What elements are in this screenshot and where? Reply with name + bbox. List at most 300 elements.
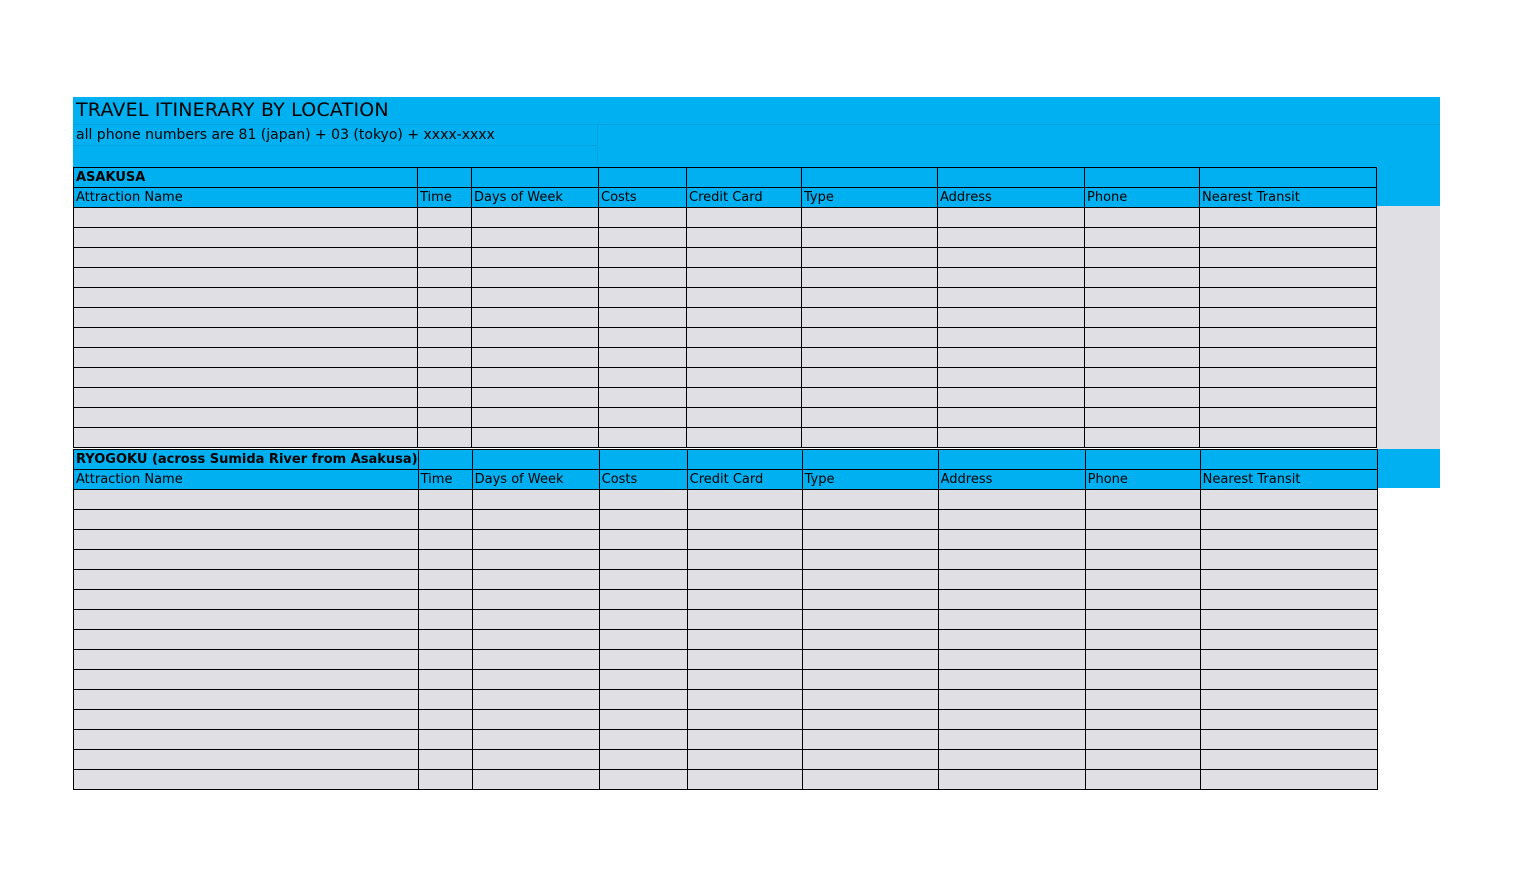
table-cell[interactable] [472, 490, 599, 510]
table-cell[interactable] [599, 288, 687, 308]
table-cell[interactable] [938, 208, 1085, 228]
column-header[interactable]: Attraction Name [74, 188, 418, 208]
table-cell[interactable] [472, 590, 599, 610]
table-cell[interactable] [74, 630, 419, 650]
table-cell[interactable] [418, 368, 472, 388]
table-cell[interactable] [472, 248, 599, 268]
table-cell[interactable] [599, 510, 687, 530]
table-cell[interactable] [938, 408, 1085, 428]
table-cell[interactable] [1200, 770, 1377, 790]
table-cell[interactable] [1085, 570, 1200, 590]
column-header[interactable]: Address [938, 470, 1085, 490]
table-cell[interactable] [472, 730, 599, 750]
table-cell[interactable] [74, 690, 419, 710]
table-cell[interactable] [938, 288, 1085, 308]
table-cell[interactable] [599, 268, 687, 288]
table-cell[interactable] [1200, 550, 1377, 570]
table-cell[interactable] [599, 630, 687, 650]
table-cell[interactable] [472, 288, 599, 308]
table-cell[interactable] [74, 228, 418, 248]
column-header[interactable]: Credit Card [687, 470, 802, 490]
table-cell[interactable] [938, 530, 1085, 550]
table-cell[interactable] [472, 408, 599, 428]
table-cell[interactable] [938, 690, 1085, 710]
table-cell[interactable] [687, 610, 802, 630]
table-cell[interactable] [418, 550, 472, 570]
table-cell[interactable] [418, 228, 472, 248]
table-cell[interactable] [1200, 208, 1377, 228]
phone-note: all phone numbers are 81 (japan) + 03 (tokyo) + xxxx-xxxx [76, 127, 495, 143]
table-cell[interactable] [938, 750, 1085, 770]
table-cell[interactable] [687, 308, 802, 328]
table-cell[interactable] [1085, 208, 1200, 228]
table-cell[interactable] [687, 590, 802, 610]
table-cell[interactable] [1200, 490, 1377, 510]
table-cell[interactable] [687, 288, 802, 308]
table-cell[interactable] [1200, 308, 1377, 328]
table-cell[interactable] [472, 690, 599, 710]
table-cell[interactable] [599, 670, 687, 690]
table-cell[interactable] [472, 428, 599, 448]
table-cell[interactable] [687, 388, 802, 408]
table-cell[interactable] [687, 710, 802, 730]
table-cell[interactable] [802, 670, 938, 690]
table-cell[interactable] [418, 388, 472, 408]
table-cell[interactable] [1085, 288, 1200, 308]
table-cell[interactable] [599, 590, 687, 610]
table-cell[interactable] [418, 248, 472, 268]
table-cell[interactable] [802, 368, 938, 388]
table-cell[interactable] [74, 328, 418, 348]
table-cell[interactable] [802, 630, 938, 650]
table-cell[interactable] [1200, 388, 1377, 408]
table-cell[interactable] [599, 208, 687, 228]
column-header[interactable]: Days of Week [472, 188, 599, 208]
section-title[interactable]: ASAKUSA [74, 168, 418, 188]
column-header[interactable]: Phone [1085, 470, 1200, 490]
table-cell[interactable] [74, 650, 419, 670]
table-cell[interactable] [1085, 670, 1200, 690]
table-cell[interactable] [418, 610, 472, 630]
section-title-cell[interactable] [599, 450, 687, 470]
table-cell[interactable] [1085, 408, 1200, 428]
section-title-cell[interactable] [418, 168, 472, 188]
column-header[interactable]: Address [938, 188, 1085, 208]
table-cell[interactable] [687, 348, 802, 368]
table-cell[interactable] [599, 348, 687, 368]
table-row [74, 388, 1377, 408]
table-cell[interactable] [599, 570, 687, 590]
column-header[interactable]: Attraction Name [74, 470, 419, 490]
table-cell[interactable] [74, 248, 418, 268]
table-cell[interactable] [687, 770, 802, 790]
table-cell[interactable] [418, 208, 472, 228]
table-cell[interactable] [1085, 348, 1200, 368]
table-cell[interactable] [472, 510, 599, 530]
table-cell[interactable] [802, 530, 938, 550]
table-cell[interactable] [74, 208, 418, 228]
table-cell[interactable] [472, 630, 599, 650]
table-cell[interactable] [1200, 288, 1377, 308]
table-cell[interactable] [74, 510, 419, 530]
table-cell[interactable] [802, 388, 938, 408]
table-cell[interactable] [687, 490, 802, 510]
table-cell[interactable] [599, 428, 687, 448]
table-cell[interactable] [418, 408, 472, 428]
table-row [74, 288, 1377, 308]
table-cell[interactable] [938, 590, 1085, 610]
table-cell[interactable] [418, 630, 472, 650]
table-cell[interactable] [599, 368, 687, 388]
column-header[interactable]: Time [418, 188, 472, 208]
table-cell[interactable] [687, 510, 802, 530]
table-cell[interactable] [74, 288, 418, 308]
table-cell[interactable] [418, 308, 472, 328]
table-cell[interactable] [938, 348, 1085, 368]
table-row [74, 750, 1378, 770]
itinerary-table-asakusa [73, 167, 1377, 448]
column-header[interactable]: Nearest Transit [1200, 470, 1377, 490]
table-cell[interactable] [472, 308, 599, 328]
table-cell[interactable] [418, 670, 472, 690]
table-cell[interactable] [599, 490, 687, 510]
table-cell[interactable] [418, 348, 472, 368]
table-cell[interactable] [74, 268, 418, 288]
table-cell[interactable] [74, 428, 418, 448]
table-cell[interactable] [418, 288, 472, 308]
table-cell[interactable] [472, 610, 599, 630]
table-cell[interactable] [418, 428, 472, 448]
table-cell[interactable] [687, 750, 802, 770]
table-row [74, 650, 1378, 670]
table-cell[interactable] [472, 208, 599, 228]
table-cell[interactable] [802, 750, 938, 770]
table-cell[interactable] [687, 650, 802, 670]
section-title-cell[interactable] [687, 450, 802, 470]
table-cell[interactable] [1200, 690, 1377, 710]
table-cell[interactable] [472, 550, 599, 570]
table-cell[interactable] [1200, 750, 1377, 770]
section-title-cell[interactable] [938, 450, 1085, 470]
table-cell[interactable] [74, 550, 419, 570]
table-cell[interactable] [687, 248, 802, 268]
table-cell[interactable] [687, 228, 802, 248]
table-cell[interactable] [938, 428, 1085, 448]
table-cell[interactable] [1200, 650, 1377, 670]
table-row [74, 408, 1377, 428]
table-cell[interactable] [938, 490, 1085, 510]
table-cell[interactable] [1200, 610, 1377, 630]
table-cell[interactable] [802, 308, 938, 328]
table-cell[interactable] [1085, 228, 1200, 248]
table-cell[interactable] [418, 490, 472, 510]
cell-gridline [597, 124, 598, 167]
table-cell[interactable] [938, 510, 1085, 530]
table-cell[interactable] [802, 428, 938, 448]
table-cell[interactable] [1085, 388, 1200, 408]
table-cell[interactable] [1200, 228, 1377, 248]
table-cell[interactable] [687, 530, 802, 550]
table-cell[interactable] [687, 550, 802, 570]
section-title-cell[interactable] [418, 450, 472, 470]
table-row [74, 670, 1378, 690]
table-cell[interactable] [1085, 770, 1200, 790]
table-cell[interactable] [938, 630, 1085, 650]
section-title-cell[interactable] [599, 168, 687, 188]
table-cell[interactable] [472, 570, 599, 590]
table-cell[interactable] [599, 408, 687, 428]
table-cell[interactable] [1200, 570, 1377, 590]
table-cell[interactable] [472, 348, 599, 368]
side-fill-grey [1376, 206, 1440, 449]
table-cell[interactable] [599, 328, 687, 348]
table-cell[interactable] [1200, 328, 1377, 348]
table-cell[interactable] [74, 670, 419, 690]
table-row [74, 490, 1378, 510]
table-cell[interactable] [599, 690, 687, 710]
table-cell[interactable] [74, 750, 419, 770]
table-cell[interactable] [599, 248, 687, 268]
table-cell[interactable] [687, 268, 802, 288]
table-cell[interactable] [1085, 428, 1200, 448]
table-cell[interactable] [802, 328, 938, 348]
table-cell[interactable] [1085, 590, 1200, 610]
table-cell[interactable] [74, 490, 419, 510]
table-row [74, 590, 1378, 610]
table-cell[interactable] [1085, 750, 1200, 770]
table-cell[interactable] [74, 730, 419, 750]
table-cell[interactable] [418, 770, 472, 790]
column-header[interactable]: Nearest Transit [1200, 188, 1377, 208]
table-cell[interactable] [687, 408, 802, 428]
table-cell[interactable] [1200, 730, 1377, 750]
table-cell[interactable] [1085, 368, 1200, 388]
column-header[interactable]: Days of Week [472, 470, 599, 490]
table-cell[interactable] [1085, 530, 1200, 550]
table-cell[interactable] [599, 730, 687, 750]
table-cell[interactable] [938, 770, 1085, 790]
table-cell[interactable] [74, 388, 418, 408]
table-cell[interactable] [1200, 348, 1377, 368]
table-cell[interactable] [938, 710, 1085, 730]
table-cell[interactable] [418, 510, 472, 530]
table-cell[interactable] [938, 328, 1085, 348]
table-cell[interactable] [599, 610, 687, 630]
table-cell[interactable] [599, 650, 687, 670]
table-cell[interactable] [802, 288, 938, 308]
table-cell[interactable] [472, 388, 599, 408]
table-cell[interactable] [74, 710, 419, 730]
table-cell[interactable] [938, 730, 1085, 750]
section-title-cell[interactable] [1200, 168, 1377, 188]
section-title-cell[interactable] [1085, 450, 1200, 470]
table-cell[interactable] [1200, 268, 1377, 288]
table-cell[interactable] [938, 308, 1085, 328]
table-cell[interactable] [1200, 248, 1377, 268]
column-header[interactable]: Credit Card [687, 188, 802, 208]
section-title-cell[interactable] [802, 450, 938, 470]
table-cell[interactable] [472, 328, 599, 348]
table-cell[interactable] [472, 770, 599, 790]
table-cell[interactable] [802, 248, 938, 268]
table-cell[interactable] [802, 228, 938, 248]
column-header[interactable]: Time [418, 470, 472, 490]
table-cell[interactable] [938, 610, 1085, 630]
table-cell[interactable] [599, 228, 687, 248]
table-cell[interactable] [418, 570, 472, 590]
table-cell[interactable] [472, 650, 599, 670]
section-title-cell[interactable] [1085, 168, 1200, 188]
table-row [74, 510, 1378, 530]
table-cell[interactable] [1085, 550, 1200, 570]
table-cell[interactable] [802, 408, 938, 428]
table-cell[interactable] [418, 268, 472, 288]
table-row [74, 630, 1378, 650]
table-cell[interactable] [802, 710, 938, 730]
table-cell[interactable] [802, 590, 938, 610]
table-cell[interactable] [599, 750, 687, 770]
table-cell[interactable] [472, 268, 599, 288]
table-cell[interactable] [938, 388, 1085, 408]
table-cell[interactable] [472, 750, 599, 770]
table-cell[interactable] [1200, 428, 1377, 448]
table-cell[interactable] [418, 590, 472, 610]
table-row [74, 348, 1377, 368]
table-cell[interactable] [1200, 710, 1377, 730]
section-title-cell[interactable] [687, 168, 802, 188]
table-cell[interactable] [74, 408, 418, 428]
section-title-cell[interactable] [938, 168, 1085, 188]
table-cell[interactable] [687, 690, 802, 710]
table-cell[interactable] [418, 650, 472, 670]
table-cell[interactable] [1085, 248, 1200, 268]
table-cell[interactable] [938, 670, 1085, 690]
column-header[interactable]: Type [802, 470, 938, 490]
table-cell[interactable] [599, 530, 687, 550]
table-cell[interactable] [1200, 408, 1377, 428]
table-cell[interactable] [802, 208, 938, 228]
table-cell[interactable] [802, 348, 938, 368]
table-cell[interactable] [802, 510, 938, 530]
table-row [74, 208, 1377, 228]
table-cell[interactable] [599, 710, 687, 730]
table-cell[interactable] [938, 550, 1085, 570]
table-cell[interactable] [472, 530, 599, 550]
table-cell[interactable] [1085, 308, 1200, 328]
table-cell[interactable] [599, 550, 687, 570]
table-cell[interactable] [1085, 328, 1200, 348]
table-cell[interactable] [1085, 690, 1200, 710]
table-cell[interactable] [418, 530, 472, 550]
table-cell[interactable] [687, 570, 802, 590]
table-cell[interactable] [599, 308, 687, 328]
column-header[interactable]: Costs [599, 470, 687, 490]
table-cell[interactable] [599, 770, 687, 790]
table-cell[interactable] [802, 770, 938, 790]
table-cell[interactable] [74, 570, 419, 590]
table-cell[interactable] [1085, 730, 1200, 750]
table-cell[interactable] [802, 490, 938, 510]
table-cell[interactable] [1200, 510, 1377, 530]
table-cell[interactable] [938, 368, 1085, 388]
column-header[interactable]: Phone [1085, 188, 1200, 208]
table-cell[interactable] [418, 690, 472, 710]
table-cell[interactable] [418, 730, 472, 750]
table-cell[interactable] [802, 550, 938, 570]
table-cell[interactable] [938, 570, 1085, 590]
table-cell[interactable] [1085, 510, 1200, 530]
table-cell[interactable] [74, 348, 418, 368]
table-row [74, 710, 1378, 730]
table-cell[interactable] [687, 368, 802, 388]
column-header-row [74, 188, 1377, 208]
table-cell[interactable] [1200, 630, 1377, 650]
table-cell[interactable] [938, 228, 1085, 248]
table-cell[interactable] [74, 770, 419, 790]
table-cell[interactable] [802, 570, 938, 590]
table-cell[interactable] [802, 268, 938, 288]
table-cell[interactable] [1085, 610, 1200, 630]
table-cell[interactable] [599, 388, 687, 408]
table-cell[interactable] [687, 328, 802, 348]
table-cell[interactable] [472, 228, 599, 248]
table-cell[interactable] [1085, 490, 1200, 510]
table-cell[interactable] [1085, 710, 1200, 730]
section-title-row [74, 450, 1378, 470]
table-cell[interactable] [1085, 630, 1200, 650]
table-cell[interactable] [418, 328, 472, 348]
table-cell[interactable] [687, 428, 802, 448]
column-header[interactable]: Costs [599, 188, 687, 208]
table-cell[interactable] [938, 268, 1085, 288]
table-cell[interactable] [802, 650, 938, 670]
table-cell[interactable] [938, 248, 1085, 268]
section-title[interactable]: RYOGOKU (across Sumida River from Asakusa) [74, 450, 419, 470]
section-title-cell[interactable] [472, 450, 599, 470]
table-row [74, 268, 1377, 288]
table-cell[interactable] [802, 730, 938, 750]
table-cell[interactable] [938, 650, 1085, 670]
table-cell[interactable] [802, 610, 938, 630]
section-title-cell[interactable] [1200, 450, 1377, 470]
table-cell[interactable] [802, 690, 938, 710]
table-cell[interactable] [472, 710, 599, 730]
column-header[interactable]: Type [802, 188, 938, 208]
table-cell[interactable] [687, 670, 802, 690]
table-cell[interactable] [74, 610, 419, 630]
table-cell[interactable] [74, 590, 419, 610]
table-cell[interactable] [74, 308, 418, 328]
table-cell[interactable] [1200, 670, 1377, 690]
table-cell[interactable] [1085, 268, 1200, 288]
table-cell[interactable] [418, 710, 472, 730]
table-cell[interactable] [74, 368, 418, 388]
section-title-cell[interactable] [802, 168, 938, 188]
table-cell[interactable] [472, 368, 599, 388]
table-cell[interactable] [1200, 590, 1377, 610]
table-cell[interactable] [74, 530, 419, 550]
table-cell[interactable] [1200, 368, 1377, 388]
table-cell[interactable] [687, 208, 802, 228]
table-row [74, 328, 1377, 348]
table-cell[interactable] [1200, 530, 1377, 550]
table-cell[interactable] [418, 750, 472, 770]
section-title-cell[interactable] [472, 168, 599, 188]
table-cell[interactable] [472, 670, 599, 690]
table-cell[interactable] [687, 730, 802, 750]
table-cell[interactable] [1085, 650, 1200, 670]
table-cell[interactable] [687, 630, 802, 650]
